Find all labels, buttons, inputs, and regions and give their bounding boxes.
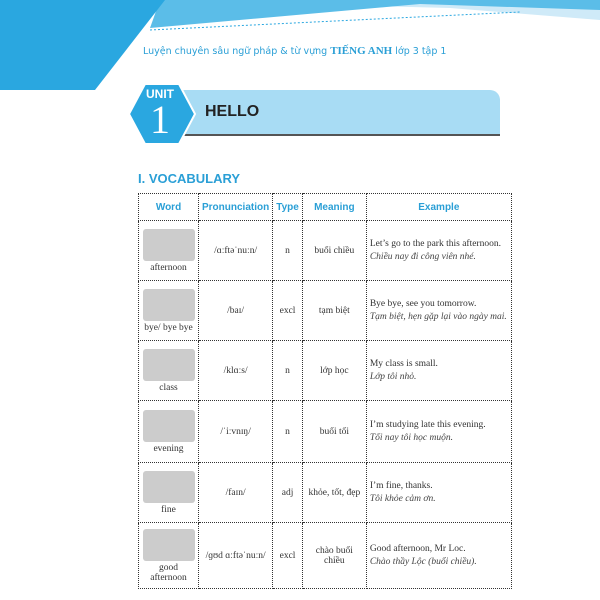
pronunciation: /ˈiːvnɪŋ/ — [199, 401, 273, 463]
type: n — [273, 341, 303, 401]
header-example: Example — [366, 194, 511, 221]
example-cell — [366, 523, 511, 589]
example-cell — [366, 221, 511, 281]
word-cell — [139, 341, 199, 401]
type: excl — [273, 523, 303, 589]
word-cell — [139, 523, 199, 589]
header-type: Type — [273, 194, 303, 221]
pronunciation: /ɑːftəˈnuːn/ — [199, 221, 273, 281]
example-translation: Chiều nay đi công viên nhé. — [369, 252, 476, 262]
table-row — [139, 221, 512, 281]
vocabulary-table — [138, 193, 512, 589]
example-translation: Tối nay tôi học muộn. — [369, 433, 453, 443]
example-translation: Lớp tôi nhỏ. — [369, 372, 417, 382]
meaning: khỏe, tốt, đẹp — [302, 463, 366, 523]
table-header-row — [139, 194, 512, 221]
word-illustration-image — [143, 289, 195, 321]
table-row — [139, 341, 512, 401]
type: adj — [273, 463, 303, 523]
example-translation: Tôi khỏe cảm ơn. — [369, 494, 436, 504]
unit-number: 1 — [150, 97, 170, 142]
word-illustration-image — [143, 471, 195, 503]
pronunciation: /klɑːs/ — [199, 341, 273, 401]
word: bye/ bye bye — [144, 322, 193, 333]
word-illustration-image — [143, 349, 195, 381]
example: My class is small. — [369, 359, 438, 369]
table-row — [139, 281, 512, 341]
word: evening — [153, 443, 184, 454]
word-cell — [139, 281, 199, 341]
table-row — [139, 463, 512, 523]
example-cell — [366, 463, 511, 523]
example-cell — [366, 281, 511, 341]
example-cell — [366, 341, 511, 401]
word-cell — [139, 401, 199, 463]
type: n — [273, 221, 303, 281]
meaning: tạm biệt — [302, 281, 366, 341]
word-cell — [139, 463, 199, 523]
table-row — [139, 401, 512, 463]
unit-label: UNIT — [146, 87, 174, 101]
header-pronunciation: Pronunciation — [199, 194, 273, 221]
word-illustration-image — [143, 410, 195, 442]
book-subtitle: Luyện chuyên sâu ngữ pháp & từ vựng TIẾNG ANH lớp 3 tập 1 — [143, 45, 447, 57]
section-title: I. VOCABULARY — [138, 171, 241, 186]
word: good afternoon — [150, 562, 187, 583]
header-word: Word — [139, 194, 199, 221]
example-cell — [366, 401, 511, 463]
pronunciation: /baɪ/ — [199, 281, 273, 341]
example-translation: Tạm biệt, hẹn gặp lại vào ngày mai. — [369, 312, 507, 322]
table-row — [139, 523, 512, 589]
example-translation: Chào thầy Lộc (buổi chiều). — [369, 557, 477, 567]
word: afternoon — [150, 262, 187, 273]
meaning: lớp học — [302, 341, 366, 401]
pronunciation: /faɪn/ — [199, 463, 273, 523]
type: excl — [273, 281, 303, 341]
example: Good afternoon, Mr Loc. — [369, 544, 466, 554]
meaning: chào buổi chiều — [302, 523, 366, 589]
unit-title: HELLO — [205, 103, 260, 120]
word: fine — [161, 504, 176, 515]
word-illustration-image — [143, 529, 195, 561]
example: Let’s go to the park this afternoon. — [369, 239, 501, 249]
type: n — [273, 401, 303, 463]
example: Bye bye, see you tomorrow. — [369, 299, 477, 309]
header-meaning: Meaning — [302, 194, 366, 221]
word: class — [159, 382, 178, 393]
meaning: buổi chiều — [302, 221, 366, 281]
pronunciation: /ɡʊd ɑːftəˈnuːn/ — [199, 523, 273, 589]
word-cell — [139, 221, 199, 281]
example: I’m studying late this evening. — [369, 420, 486, 430]
word-illustration-image — [143, 229, 195, 261]
example: I’m fine, thanks. — [369, 481, 433, 491]
unit-banner — [150, 90, 500, 134]
meaning: buổi tối — [302, 401, 366, 463]
